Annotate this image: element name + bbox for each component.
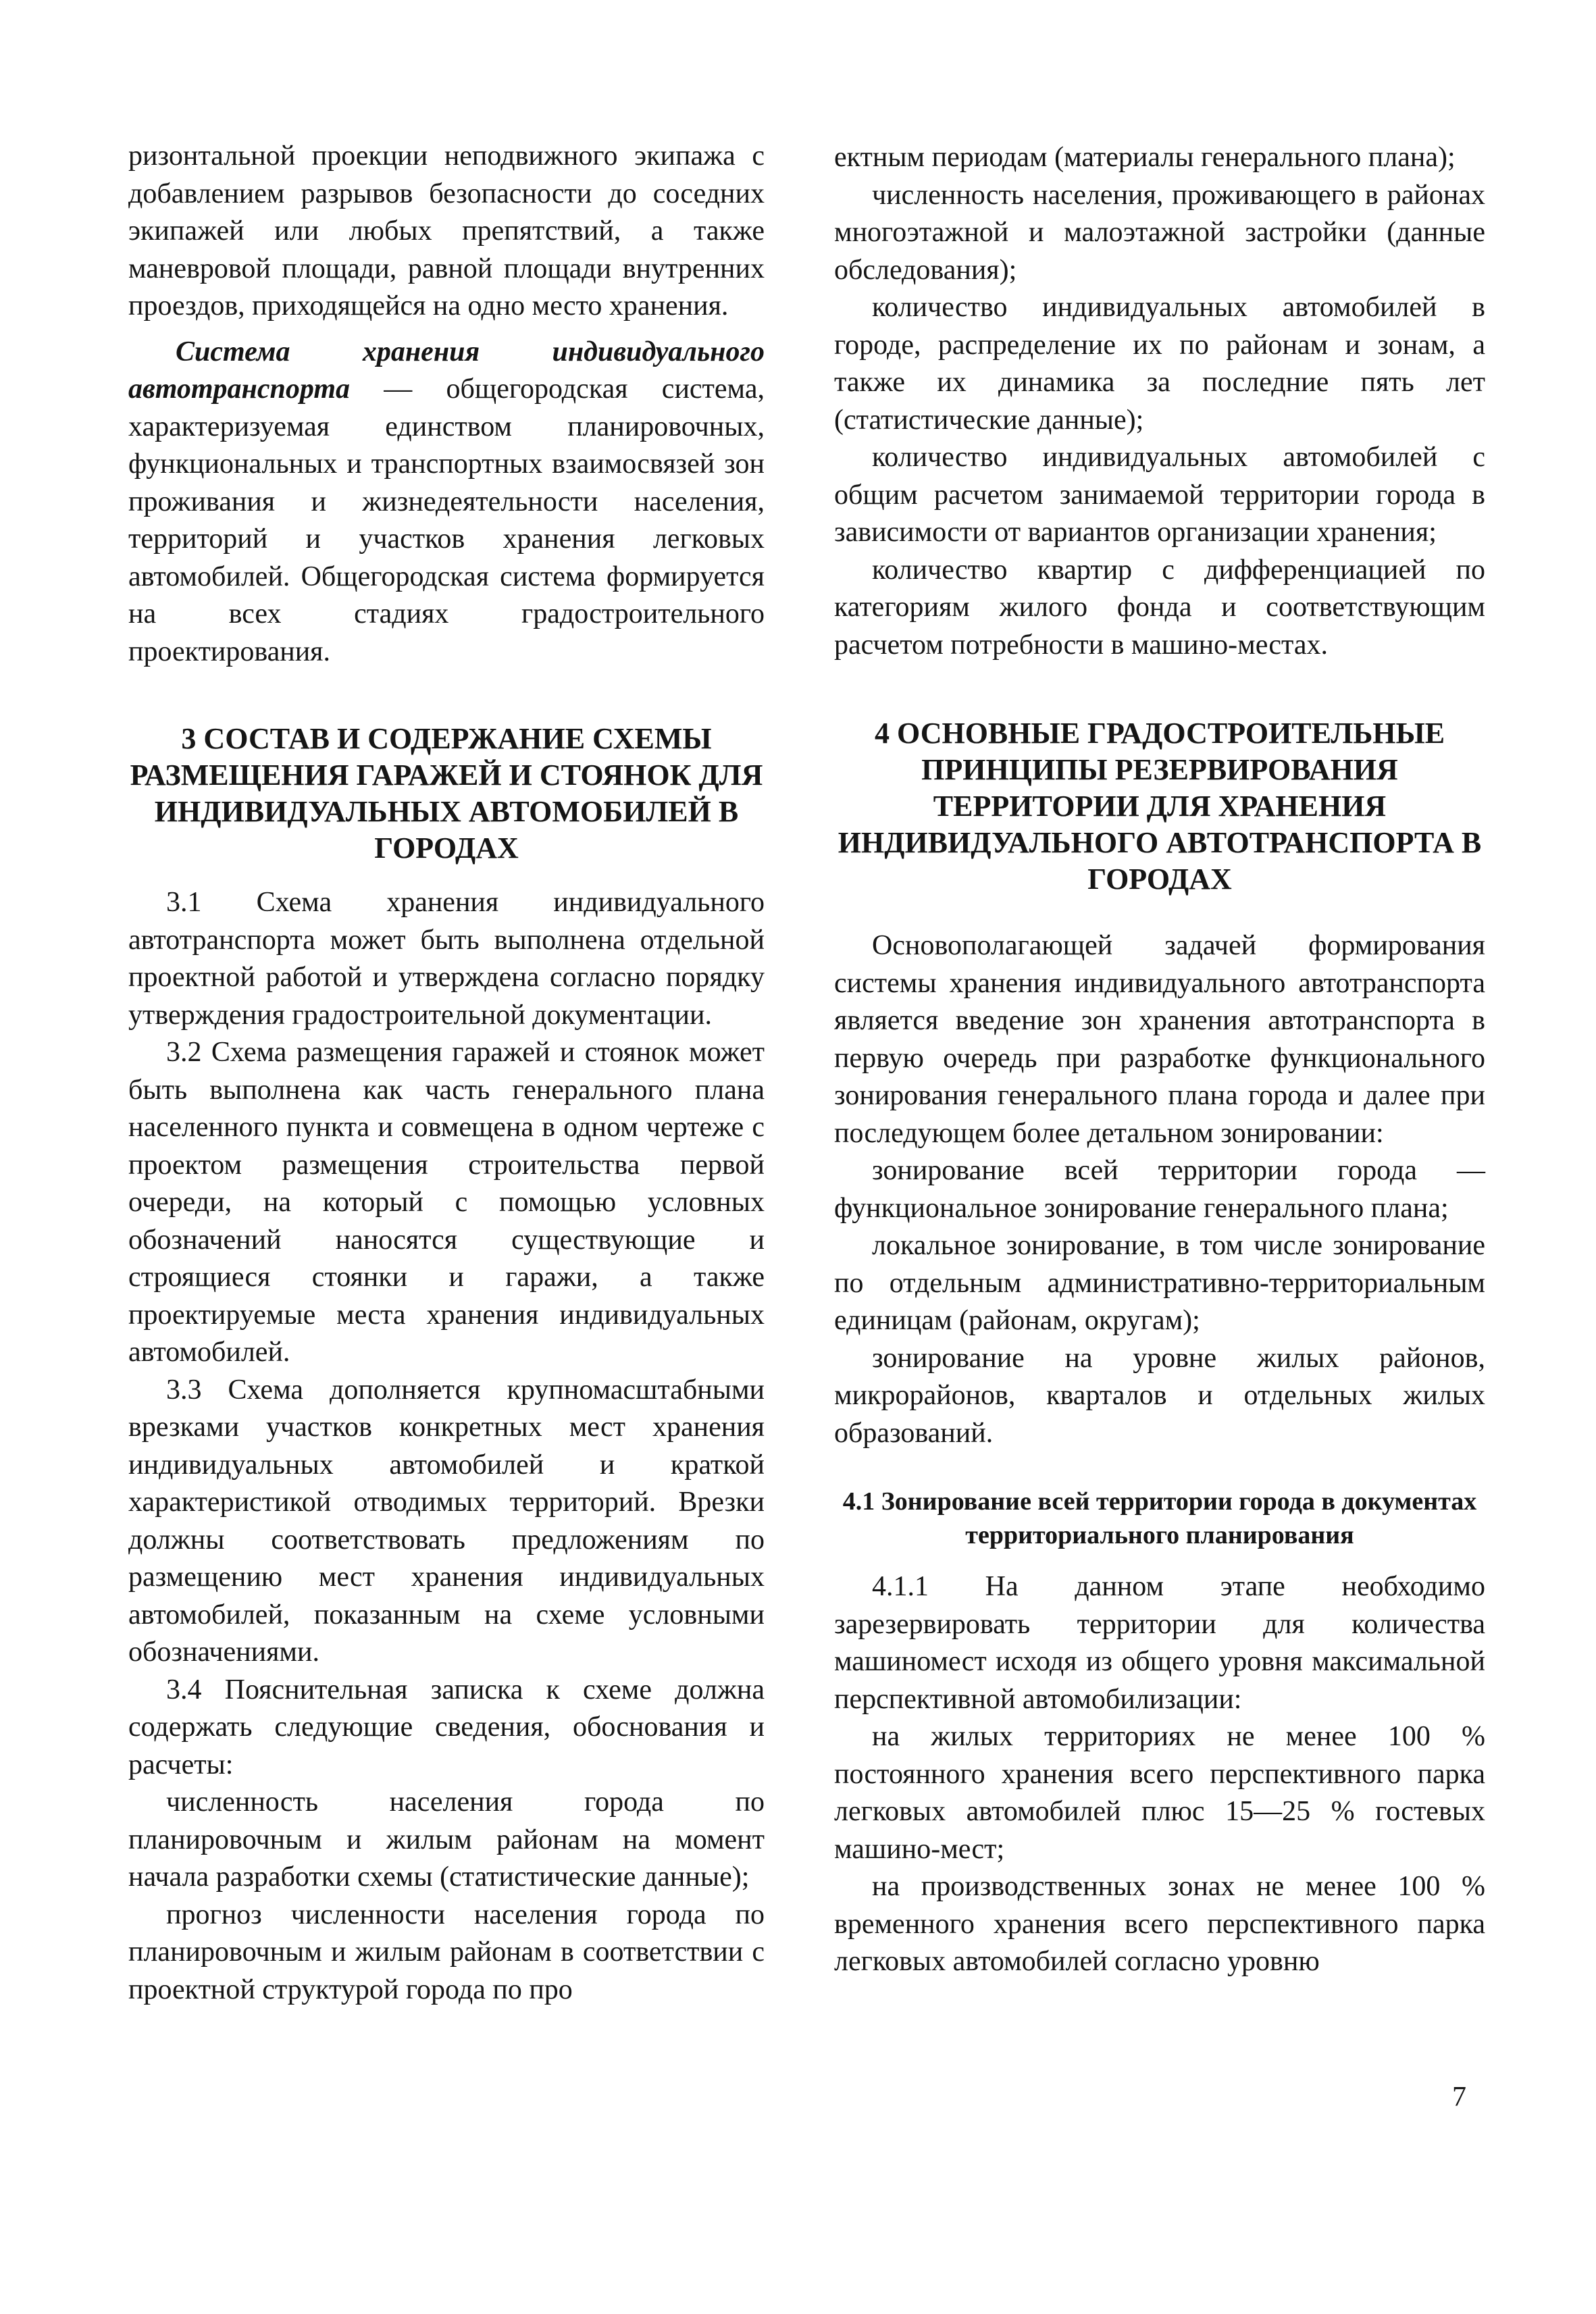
term-storage-system: Система хранения индивидуального автотранспорта — [128, 336, 765, 405]
page-number: 7 — [1452, 2082, 1466, 2113]
paragraph-term-definition — [128, 334, 765, 671]
subsection-4-1-title: 4.1 Зонирование всей территории города в документах территориального планирования — [842, 1487, 1477, 1549]
paragraph-zoning-all: зонирование всей территории города — функциональное зонирование генерального плана; — [834, 1155, 1485, 1224]
paragraph-zoning-local: локальное зонирование, в том числе зонирование по отдельным административно-территориальным единицам (районам, округам); — [834, 1230, 1485, 1336]
paragraph-zoning-residential: зонирование на уровне жилых районов, микрорайонов, кварталов и отдельных жилых образований. — [834, 1342, 1485, 1449]
paragraph-industrial-zones: на производственных зонах не менее 100 % временного хранения всего перспективного парка легковых автомобилей согласно уровню — [834, 1871, 1485, 1977]
left-column — [128, 138, 765, 2009]
paragraph-cars-territory: количество индивидуальных автомобилей с общим расчетом занимаемой территории города в зависимости от вариантов организации хранения; — [834, 442, 1485, 548]
right-column — [834, 139, 1485, 1981]
section-3-title: 3 СОСТАВ И СОДЕРЖАНИЕ СХЕМЫ РАЗМЕЩЕНИЯ ГАРАЖЕЙ И СТОЯНОК ДЛЯ ИНДИВИДУАЛЬНЫХ АВТОМОБИЛЕЙ В ГОРОДАХ — [130, 722, 763, 865]
paragraph-intro: ризонтальной проекции неподвижного экипажа с добавлением разрывов безопасности до соседних экипажей или любых препятствий, а также маневровой площади, равной площади внутренних проездов, приходящейся на одно место хранения. — [128, 140, 765, 322]
paragraph-population: численность населения города по планировочным и жилым районам на момент начала разработки схемы (статистические данные); — [128, 1786, 765, 1893]
paragraph-living-population: численность населения, проживающего в районах многоэтажной и малоэтажной застройки (данные обследования); — [834, 179, 1485, 286]
paragraph-flats: количество квартир с дифференциацией по категориям жилого фонда и соответствующим расчетом потребности в машино-местах. — [834, 554, 1485, 661]
paragraph-forecast: прогноз численности населения города по планировочным и жилым районам в соответствии с проектной структурой города по про — [128, 1899, 765, 2005]
paragraph-residential-territories: на жилых территориях не менее 100 % постоянного хранения всего перспективного парка легковых автомобилей плюс 15—25 % гостевых машино-мест; — [834, 1721, 1485, 1865]
paragraph-3-4: 3.4 Пояснительная записка к схеме должна содержать следующие сведения, обоснования и расчеты: — [128, 1674, 765, 1780]
paragraph-3-1: 3.1 Схема хранения индивидуального автотранспорта может быть выполнена отдельной проектной работой и утверждена согласно порядку утверждения градостроительной документации. — [128, 887, 765, 1031]
term-definition-text: — общегородская система, характеризуемая единством планировочных, функциональных и транспортных взаимосвязей зон проживания и жизнедеятельности населения, территорий и участков хранения легковых автомобилей. Общегородская система формируется на всех стадиях градостроительного проектирования. — [128, 374, 765, 667]
paragraph-continuation: ектным периодам (материалы генерального плана); — [834, 142, 1456, 173]
section-4-title: 4 ОСНОВНЫЕ ГРАДОСТРОИТЕЛЬНЫЕ ПРИНЦИПЫ РЕЗЕРВИРОВАНИЯ ТЕРРИТОРИИ ДЛЯ ХРАНЕНИЯ ИНДИВИДУАЛЬНОГО АВТОТРАНСПОРТА В ГОРОДАХ — [838, 717, 1482, 896]
paragraph-4-intro: Основополагающей задачей формирования системы хранения индивидуального автотранспорта является введение зон хранения автотранспорта в первую очередь при разработке функционального зонирования генерального плана города и далее при последующем более детальном зонировании: — [834, 930, 1485, 1149]
paragraph-cars-count: количество индивидуальных автомобилей в городе, распределение их по районам и зонам, а также их динамика за последние пять лет (статистические данные); — [834, 292, 1485, 436]
paragraph-3-2: 3.2 Схема размещения гаражей и стоянок может быть выполнена как часть генерального плана населенного пункта и совмещена в одном чертеже с проектом размещения строительства первой очереди, на который с помощью условных обозначений наносятся существующие и строящиеся стоянки и гаражи, а также проектируемые места хранения индивидуальных автомобилей. — [128, 1037, 765, 1368]
paragraph-3-3: 3.3 Схема дополняется крупномасштабными врезками участков конкретных мест хранения индивидуальных автомобилей и краткой характеристикой отводимых территорий. Врезки должны соответствовать предложениям по размещению мест хранения индивидуальных автомобилей, показанным на схеме условными обозначениями. — [128, 1374, 765, 1668]
paragraph-4-1-1: 4.1.1 На данном этапе необходимо зарезервировать территории для количества машиномест исходя из общего уровня максимальной перспективной автомобилизации: — [834, 1571, 1485, 1715]
